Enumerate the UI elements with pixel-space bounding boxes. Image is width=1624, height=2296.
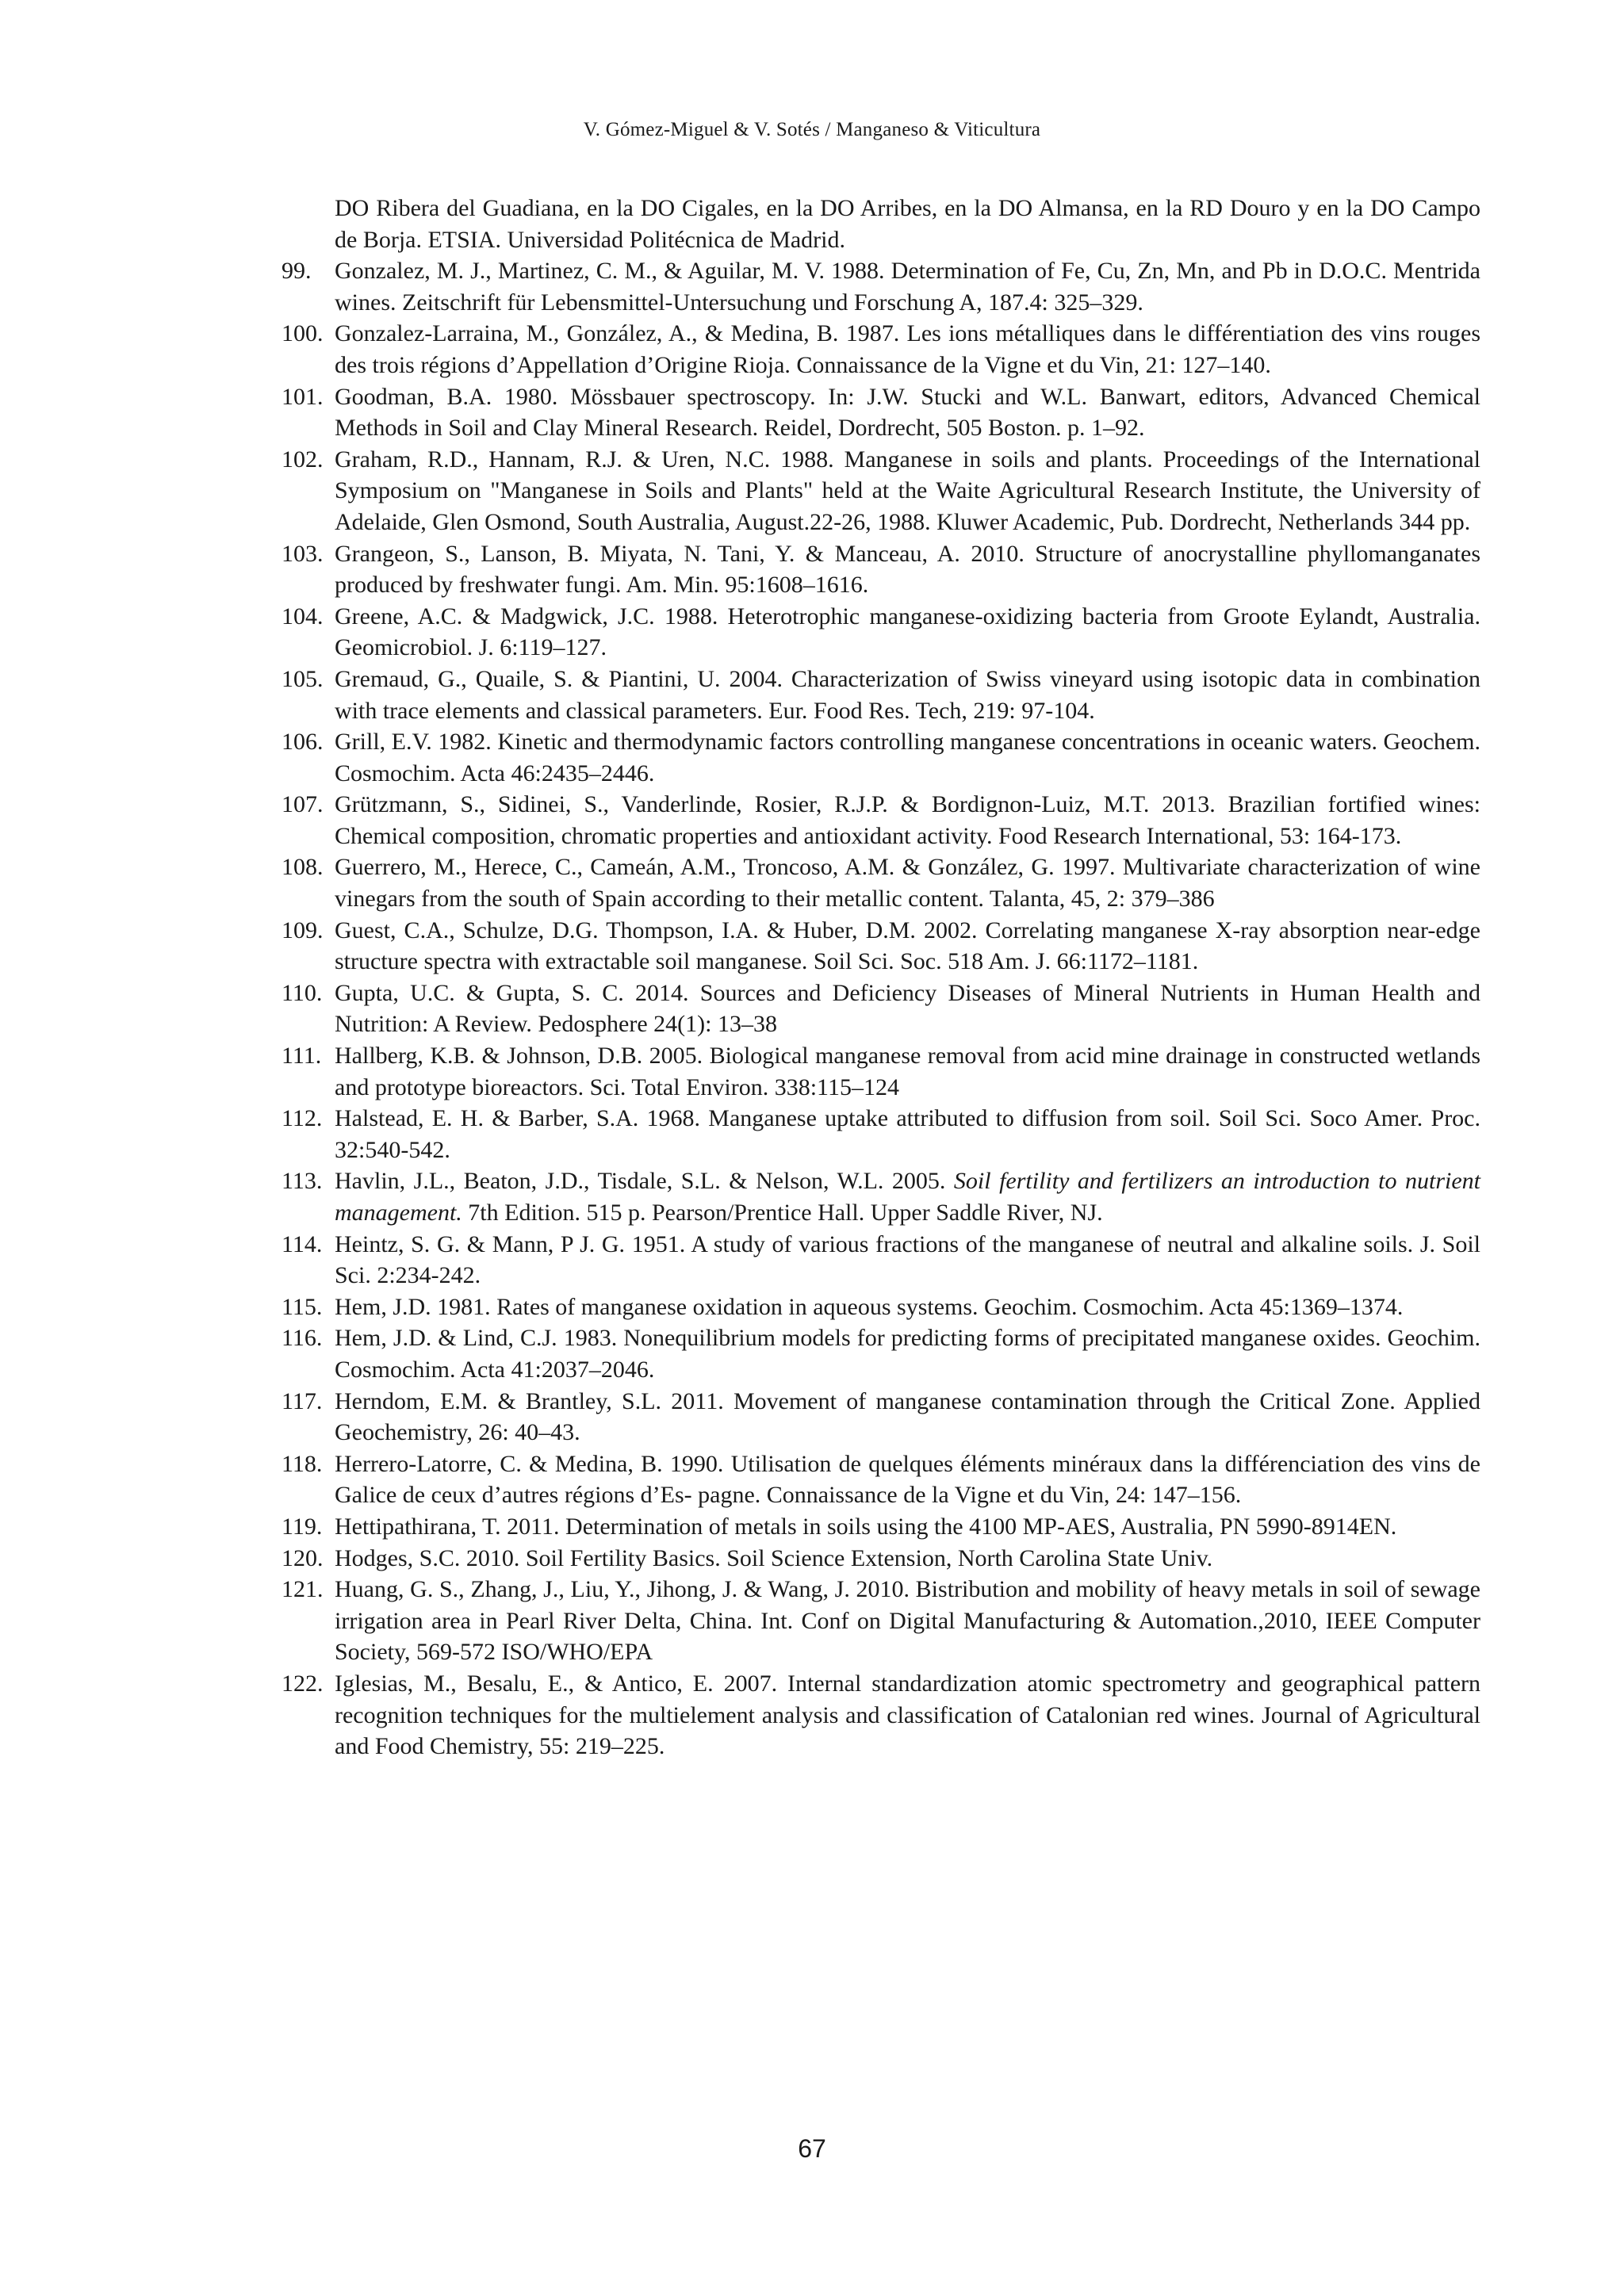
reference-item — [282, 1292, 1480, 1323]
reference-number: 111. — [282, 1043, 322, 1070]
reference-item — [282, 193, 1480, 255]
reference-item — [282, 444, 1480, 538]
reference-text: Herrero-Latorre, C. & Medina, B. 1990. Utilisation de quelques éléments minéraux dans la différenciation des vins de Galice de ceux d’autres régions d’Es- pagne. Connaissance de la Vigne et du Vin, 24: 147–156. — [335, 1450, 1480, 1509]
reference-number: 103. — [282, 540, 324, 567]
reference-item — [282, 381, 1480, 444]
reference-text: DO Ribera del Guadiana, en la DO Cigales, en la DO Arribes, en la DO Almansa, en la RD Douro y en la DO Campo de Borja. ETSIA. Universidad Politécnica de Madrid. — [335, 195, 1480, 253]
reference-item — [282, 851, 1480, 914]
reference-item — [282, 1322, 1480, 1385]
reference-number: 108. — [282, 854, 324, 881]
reference-text: Gremaud, G., Quaile, S. & Piantini, U. 2004. Characterization of Swiss vineyard using isotopic data in combination with trace elements and classical parameters. Eur. Food Res. Tech, 219: 97-104. — [335, 665, 1480, 724]
reference-text: Gupta, U.C. & Gupta, S. C. 2014. Sources and Deficiency Diseases of Mineral Nutrients in Human Health and Nutrition: A Review. Pedosphere 24(1): 13–38 — [335, 979, 1480, 1038]
reference-number: 115. — [282, 1293, 323, 1320]
reference-number: 107. — [282, 791, 324, 818]
reference-item — [282, 1543, 1480, 1575]
reference-text: Herndom, E.M. & Brantley, S.L. 2011. Movement of manganese contamination through the Critical Zone. Applied Geochemistry, 26: 40–43. — [335, 1387, 1480, 1446]
reference-number: 118. — [282, 1450, 323, 1477]
reference-text: Hem, J.D. & Lind, C.J. 1983. Nonequilibrium models for predicting forms of precipitated manganese oxides. Geochim. Cosmochim. Acta 41:2037–2046. — [335, 1325, 1480, 1383]
reference-number: 110. — [282, 979, 323, 1006]
reference-item — [282, 664, 1480, 726]
reference-item — [282, 1668, 1480, 1762]
reference-item — [282, 1386, 1480, 1448]
reference-number: 122. — [282, 1670, 324, 1697]
reference-item — [282, 601, 1480, 664]
reference-number: 117. — [282, 1387, 323, 1414]
reference-number: 112. — [282, 1105, 323, 1132]
reference-item — [282, 255, 1480, 318]
reference-number: 105. — [282, 665, 324, 692]
reference-item — [282, 1040, 1480, 1103]
reference-text — [335, 1168, 1480, 1226]
reference-number: 116. — [282, 1325, 323, 1352]
reference-text: Guerrero, M., Herece, C., Cameán, A.M., Troncoso, A.M. & González, G. 1997. Multivariate characterization of wine vinegars from the south of Spain according to their metallic content. Talanta, 45, 2: 379–386 — [335, 854, 1480, 913]
reference-number: 100. — [282, 320, 324, 347]
reference-list — [282, 193, 1480, 1762]
reference-item — [282, 1229, 1480, 1292]
reference-text: Huang, G. S., Zhang, J., Liu, Y., Jihong, J. & Wang, J. 2010. Bistribution and mobility of heavy metals in soil of sewage irrigation area in Pearl River Delta, China. Int. Conf on Digital Manufacturing & Automation.,2010, IEEE Computer Society, 569-572 ISO/WHO/EPA — [335, 1576, 1480, 1666]
reference-text: Hettipathirana, T. 2011. Determination of metals in soils using the 4100 MP-AES, Australia, PN 5990-8914EN. — [335, 1513, 1397, 1540]
reference-number: 101. — [282, 383, 324, 410]
reference-item — [282, 318, 1480, 381]
reference-text: Gonzalez-Larraina, M., González, A., & Medina, B. 1987. Les ions métalliques dans le différentiation des vins rouges des trois régions d’Appellation d’Origine Rioja. Connaissance de la Vigne et du Vin, 21: 127–140. — [335, 320, 1480, 378]
reference-number: 114. — [282, 1230, 323, 1257]
reference-number: 99. — [282, 258, 312, 285]
reference-number: 120. — [282, 1544, 324, 1571]
reference-item — [282, 1511, 1480, 1543]
reference-text-before: Havlin, J.L., Beaton, J.D., Tisdale, S.L. & Nelson, W.L. 2005. — [335, 1168, 954, 1195]
reference-number: 121. — [282, 1576, 324, 1603]
reference-text: Grützmann, S., Sidinei, S., Vanderlinde, Rosier, R.J.P. & Bordignon-Luiz, M.T. 2013. Brazilian fortified wines: Chemical composition, chromatic properties and antioxidant activity. Food Research International, 53: 164-173. — [335, 791, 1480, 849]
reference-text: Greene, A.C. & Madgwick, J.C. 1988. Heterotrophic manganese-oxidizing bacteria from Groote Eylandt, Australia. Geomicrobiol. J. 6:119–127. — [335, 603, 1480, 661]
reference-number: 102. — [282, 446, 324, 473]
reference-text: Gonzalez, M. J., Martinez, C. M., & Aguilar, M. V. 1988. Determination of Fe, Cu, Zn, Mn, and Pb in D.O.C. Mentrida wines. Zeitschrift für Lebensmittel-Untersuchung und Forschung A, 187.4: 325–329. — [335, 258, 1480, 316]
reference-number: 109. — [282, 916, 324, 943]
reference-text: Grill, E.V. 1982. Kinetic and thermodynamic factors controlling manganese concentrations in oceanic waters. Geochem. Cosmochim. Acta 46:2435–2446. — [335, 729, 1480, 786]
page-number: 67 — [798, 2134, 826, 2163]
reference-item — [282, 726, 1480, 789]
reference-text: Heintz, S. G. & Mann, P J. G. 1951. A study of various fractions of the manganese of neutral and alkaline soils. J. Soil Sci. 2:234-242. — [335, 1230, 1480, 1289]
running-header: V. Gómez-Miguel & V. Sotés / Manganeso & Viticultura — [583, 119, 1041, 140]
reference-item — [282, 789, 1480, 851]
reference-text: Hallberg, K.B. & Johnson, D.B. 2005. Biological manganese removal from acid mine drainage in constructed wetlands and prototype bioreactors. Sci. Total Environ. 338:115–124 — [335, 1043, 1480, 1100]
reference-number: 119. — [282, 1513, 323, 1540]
reference-text-after: 7th Edition. 515 p. Pearson/Prentice Hall. Upper Saddle River, NJ. — [462, 1200, 1103, 1226]
reference-text: Guest, C.A., Schulze, D.G. Thompson, I.A. & Huber, D.M. 2002. Correlating manganese X-ray absorption near-edge structure spectra with extractable soil manganese. Soil Sci. Soc. 518 Am. J. 66:1172–1181. — [335, 916, 1480, 975]
reference-item — [282, 978, 1480, 1040]
reference-number: 104. — [282, 603, 324, 629]
reference-item — [282, 1103, 1480, 1165]
reference-text: Hodges, S.C. 2010. Soil Fertility Basics. Soil Science Extension, North Carolina State Univ. — [335, 1544, 1213, 1571]
reference-text: Hem, J.D. 1981. Rates of manganese oxidation in aqueous systems. Geochim. Cosmochim. Acta 45:1369–1374. — [335, 1293, 1404, 1320]
reference-text: Grangeon, S., Lanson, B. Miyata, N. Tani, Y. & Manceau, A. 2010. Structure of anocrystalline phyllomanganates produced by freshwater fungi. Am. Min. 95:1608–1616. — [335, 540, 1480, 599]
reference-item — [282, 538, 1480, 601]
reference-number: 113. — [282, 1168, 323, 1195]
reference-text: Goodman, B.A. 1980. Mössbauer spectroscopy. In: J.W. Stucki and W.L. Banwart, editors, Advanced Chemical Methods in Soil and Clay Mineral Research. Reidel, Dordrecht, 505 Boston. p. 1–92. — [335, 383, 1480, 442]
book-title: Soil fertility and fertilizers an introduction to nutrient management. — [335, 1168, 1480, 1226]
reference-text: Halstead, E. H. & Barber, S.A. 1968. Manganese uptake attributed to diffusion from soil. Soil Sci. Soco Amer. Proc. 32:540-542. — [335, 1105, 1480, 1163]
reference-item — [282, 1165, 1480, 1228]
reference-number: 106. — [282, 729, 324, 756]
reference-item — [282, 1574, 1480, 1668]
reference-item — [282, 1448, 1480, 1511]
reference-item — [282, 915, 1480, 978]
reference-text: Graham, R.D., Hannam, R.J. & Uren, N.C. 1988. Manganese in soils and plants. Proceedings of the International Symposium on "Manganese in Soils and Plants" held at the Waite Agricultural Research Institute, the University of Adelaide, Glen Osmond, South Australia, August.22-26, 1988. Kluwer Academic, Pub. Dordrecht, Netherlands 344 pp. — [335, 446, 1480, 535]
reference-text: Iglesias, M., Besalu, E., & Antico, E. 2007. Internal standardization atomic spectrometry and geographical pattern recognition techniques for the multielement analysis and classification of Catalonian red wines. Journal of Agricultural and Food Chemistry, 55: 219–225. — [335, 1670, 1480, 1760]
